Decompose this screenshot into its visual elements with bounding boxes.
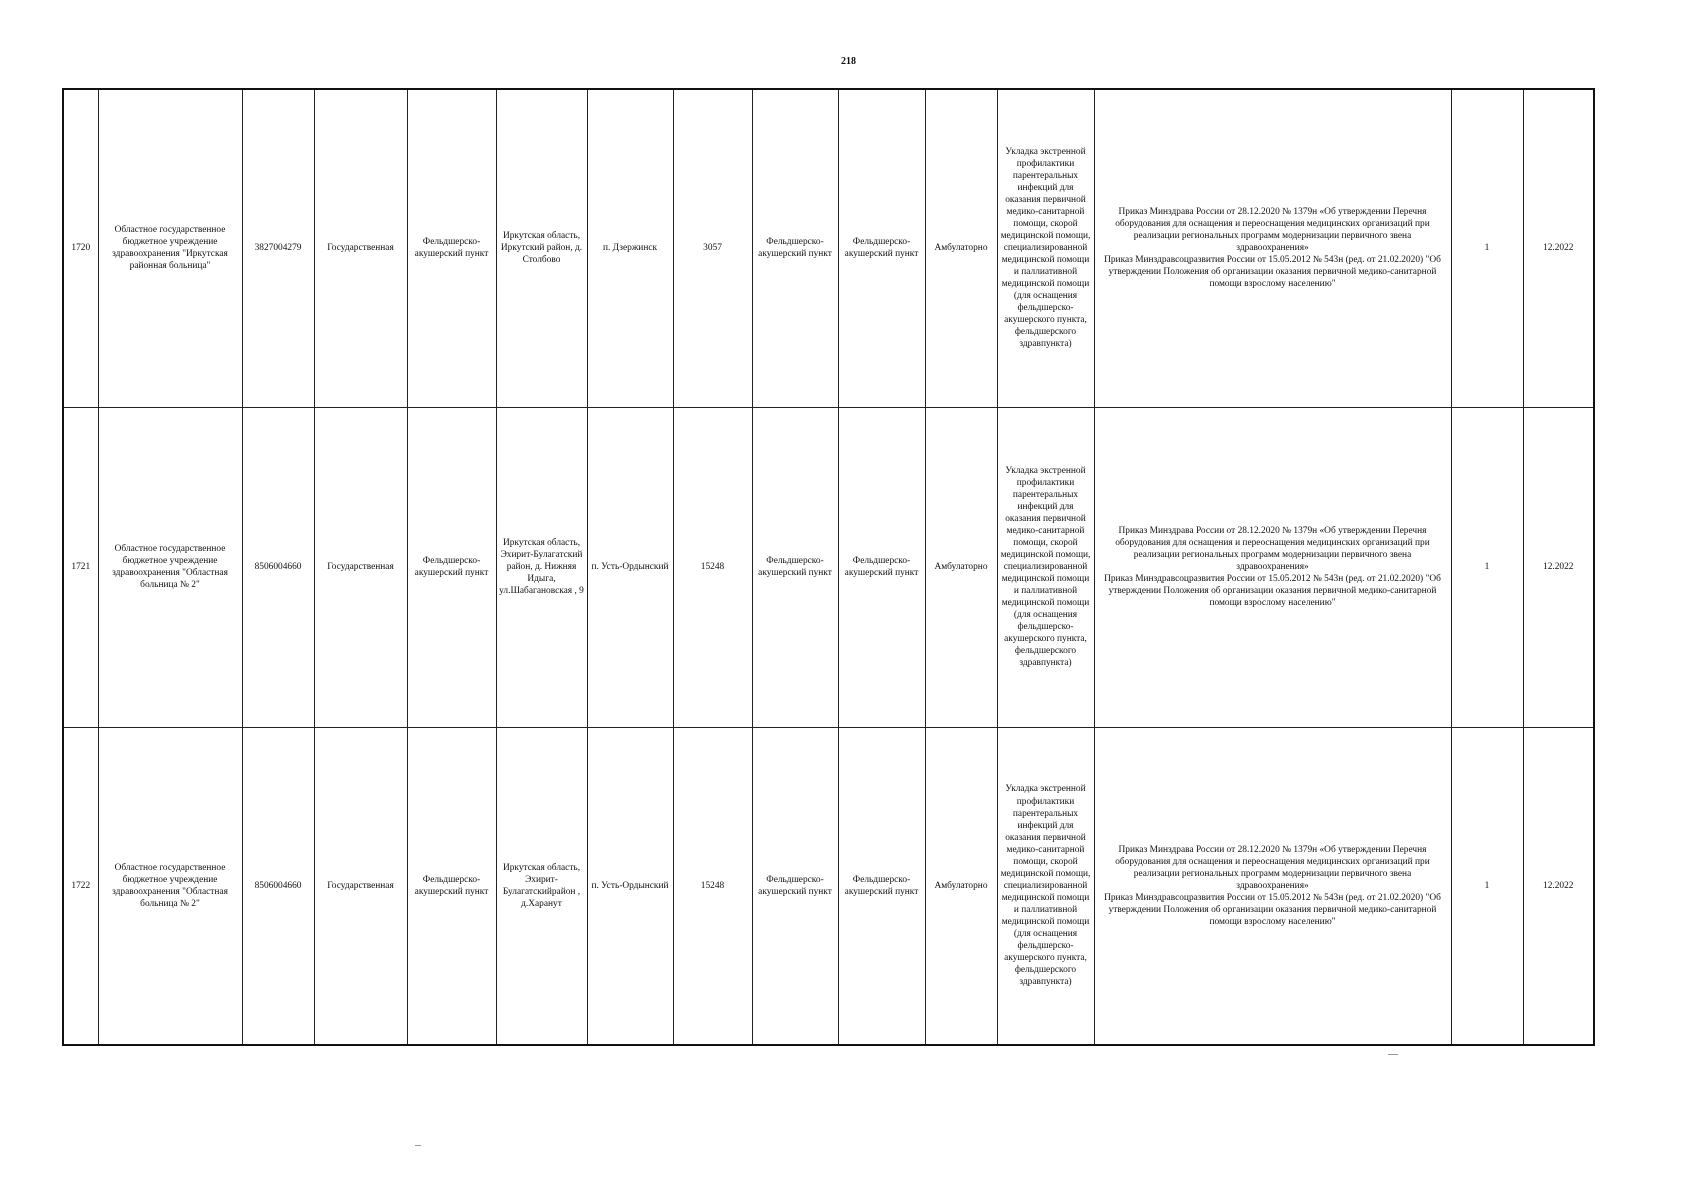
row-index-cell: 1722: [63, 727, 98, 1045]
table-row: [63, 727, 1594, 1045]
address-cell: Иркутская область, Иркутский район, д. Столбово: [496, 89, 587, 407]
care-form-cell: Амбулаторно: [925, 727, 997, 1045]
table-row: [63, 407, 1594, 727]
date-cell: 12.2022: [1523, 89, 1594, 407]
regulation-order-543n: Приказ Минздравсоцразвития России от 15.05.2012 № 543н (ред. от 21.02.2020) "Об утверждении Положения об организации оказания первичной медико-санитарной помощи взрослому населению": [1104, 892, 1441, 927]
population-cell: 3057: [673, 89, 752, 407]
settlement-cell: п. Дзержинск: [587, 89, 673, 407]
equipment-cell: Укладка экстренной профилактики парентеральных инфекций для оказания первичной медико-санитарной помощи, скорой медицинской помощи, специализированной медицинской помощи и паллиативной медицинской помощи (для оснащения фельдшерско-акушерского пункта, фельдшерского здравпункта): [997, 727, 1094, 1045]
organization-cell: Областное государственное бюджетное учреждение здравоохранения "Иркутская районная больница": [98, 89, 242, 407]
quantity-cell: 1: [1451, 89, 1523, 407]
ownership-cell: Государственная: [314, 407, 407, 727]
table-row: [63, 89, 1594, 407]
regulation-order-543n: Приказ Минздравсоцразвития России от 15.05.2012 № 543н (ред. от 21.02.2020) "Об утверждении Положения об организации оказания первичной медико-санитарной помощи взрослому населению": [1104, 255, 1441, 290]
regulation-order-543n: Приказ Минздравсоцразвития России от 15.05.2012 № 543н (ред. от 21.02.2020) "Об утверждении Положения об организации оказания первичной медико-санитарной помощи взрослому населению": [1104, 574, 1441, 609]
profile-cell: Фельдшерско-акушерский пункт: [752, 89, 838, 407]
unit-type-cell: Фельдшерско-акушерский пункт: [407, 407, 496, 727]
organization-cell: Областное государственное бюджетное учреждение здравоохранения "Областная больница № 2": [98, 407, 242, 727]
inn-cell: 8506004660: [242, 407, 314, 727]
date-cell: 12.2022: [1523, 727, 1594, 1045]
ownership-cell: Государственная: [314, 89, 407, 407]
quantity-cell: 1: [1451, 407, 1523, 727]
settlement-cell: п. Усть-Ордынский: [587, 727, 673, 1045]
inn-cell: 8506004660: [242, 727, 314, 1045]
ownership-cell: Государственная: [314, 727, 407, 1045]
care-form-cell: Амбулаторно: [925, 89, 997, 407]
equipment-cell: Укладка экстренной профилактики парентеральных инфекций для оказания первичной медико-санитарной помощи, скорой медицинской помощи, специализированной медицинской помощи и паллиативной медицинской помощи (для оснащения фельдшерско-акушерского пункта, фельдшерского здравпункта): [997, 407, 1094, 727]
profile-cell: Фельдшерско-акушерский пункт: [838, 727, 925, 1045]
row-index-cell: 1721: [63, 407, 98, 727]
settlement-cell: п. Усть-Ордынский: [587, 407, 673, 727]
inn-cell: 3827004279: [242, 89, 314, 407]
profile-cell: Фельдшерско-акушерский пункт: [838, 89, 925, 407]
profile-cell: Фельдшерско-акушерский пункт: [752, 727, 838, 1045]
equipment-cell: Укладка экстренной профилактики парентеральных инфекций для оказания первичной медико-санитарной помощи, скорой медицинской помощи, специализированной медицинской помощи и паллиативной медицинской помощи (для оснащения фельдшерско-акушерского пункта, фельдшерского здравпункта): [997, 89, 1094, 407]
regulation-order-1379n: Приказ Минздрава России от 28.12.2020 № 1379н «Об утверждении Перечня оборудования для оснащения и переоснащения медицинских организаций при реализации региональных программ модернизации первичного звена здравоохранения»: [1115, 844, 1430, 891]
regulation-order-1379n: Приказ Минздрава России от 28.12.2020 № 1379н «Об утверждении Перечня оборудования для оснащения и переоснащения медицинских организаций при реализации региональных программ модернизации первичного звена здравоохранения»: [1115, 207, 1430, 254]
address-cell: Иркутская область, Эхирит-Булагатский район, д. Нижняя Идыга, ул.Шабагановская , 9: [496, 407, 587, 727]
population-cell: 15248: [673, 727, 752, 1045]
scan-artifact-line: [1388, 1054, 1398, 1055]
organization-cell: Областное государственное бюджетное учреждение здравоохранения "Областная больница № 2": [98, 727, 242, 1045]
scan-artifact-line: [415, 1145, 421, 1146]
row-index-cell: 1720: [63, 89, 98, 407]
care-form-cell: Амбулаторно: [925, 407, 997, 727]
quantity-cell: 1: [1451, 727, 1523, 1045]
unit-type-cell: Фельдшерско-акушерский пункт: [407, 89, 496, 407]
equipment-registry-table: [62, 88, 1595, 1046]
address-cell: Иркутская область, Эхирит-Булагатскийрайон , д.Харанут: [496, 727, 587, 1045]
date-cell: 12.2022: [1523, 407, 1594, 727]
unit-type-cell: Фельдшерско-акушерский пункт: [407, 727, 496, 1045]
page-number: 218: [841, 56, 856, 67]
profile-cell: Фельдшерско-акушерский пункт: [752, 407, 838, 727]
population-cell: 15248: [673, 407, 752, 727]
regulation-cell: [1094, 727, 1451, 1045]
regulation-order-1379n: Приказ Минздрава России от 28.12.2020 № 1379н «Об утверждении Перечня оборудования для оснащения и переоснащения медицинских организаций при реализации региональных программ модернизации первичного звена здравоохранения»: [1115, 525, 1430, 572]
regulation-cell: [1094, 407, 1451, 727]
regulation-cell: [1094, 89, 1451, 407]
profile-cell: Фельдшерско-акушерский пункт: [838, 407, 925, 727]
